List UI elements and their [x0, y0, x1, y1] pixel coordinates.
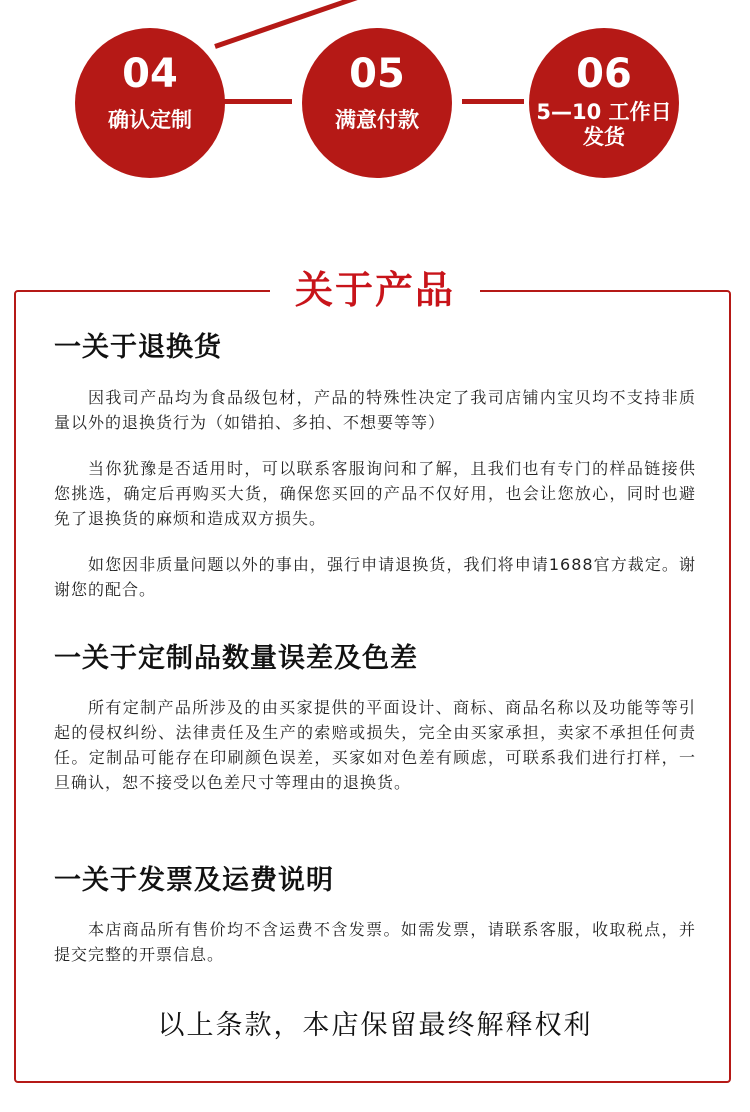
step-number: 04	[122, 51, 178, 97]
step-04	[75, 28, 225, 178]
step-connector-2	[462, 99, 524, 104]
paragraph-custom-errors: 所有定制产品所涉及的由买家提供的平面设计、商标、商品名称以及功能等等引起的侵权纠纷、法律责任及生产的索赔或损失，完全由买家承担，卖家不承担任何责任。定制品可能存在印刷颜色误差，买家如对色差有顾虑，可联系我们进行打样，一旦确认，恕不接受以色差尺寸等理由的退换货。	[54, 698, 696, 792]
step-06	[529, 28, 679, 178]
paragraph-returns-2: 当你犹豫是否适用时，可以联系客服询问和了解，且我们也有专门的样品链接供您挑选，确定后再购买大货，确保您买回的产品不仅好用，也会让您放心，同时也避免了退换货的麻烦和造成双方损失。	[54, 459, 696, 528]
step-label: 满意付款	[335, 108, 419, 132]
step-05	[302, 28, 452, 178]
paragraph-invoice-shipping: 本店商品所有售价均不含运费不含发票。如需发票，请联系客服，收取税点，并提交完整的开票信息。	[54, 920, 696, 964]
closing-statement: 以上条款，本店保留最终解释权利	[157, 1010, 593, 1041]
step-number: 05	[349, 51, 405, 97]
heading-invoice-shipping: 一关于发票及运费说明	[54, 865, 334, 896]
section-title: 关于产品	[270, 262, 480, 318]
step-connector-1	[222, 99, 292, 104]
step-label: 确认定制	[108, 108, 192, 132]
step-label-line1: 5—10 工作日	[536, 100, 672, 124]
paragraph-returns-1: 因我司产品均为食品级包材，产品的特殊性决定了我司店铺内宝贝均不支持非质量以外的退换货行为（如错拍、多拍、不想要等等）	[54, 388, 696, 432]
paragraph-returns-3: 如您因非质量问题以外的事由，强行申请退换货，我们将申请1688官方裁定。谢谢您的配合。	[54, 555, 696, 599]
process-steps	[0, 0, 750, 200]
step-label-line2: 发货	[583, 125, 625, 149]
step-number: 06	[576, 51, 632, 97]
heading-returns: 一关于退换货	[54, 332, 222, 363]
heading-custom-errors: 一关于定制品数量误差及色差	[54, 643, 418, 674]
